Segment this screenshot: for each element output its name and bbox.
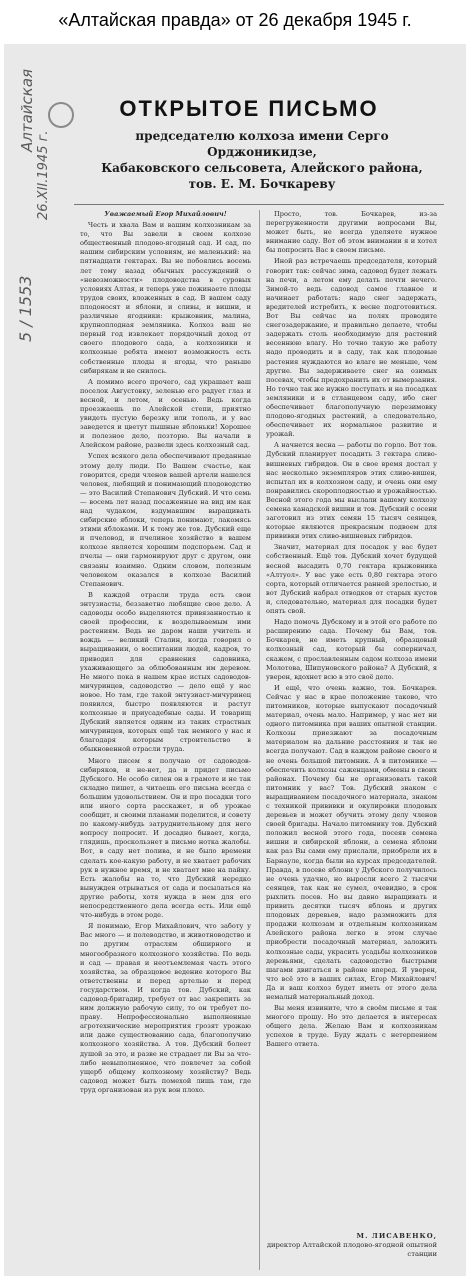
salutation: Уважаемый Егор Михайлович! — [104, 210, 227, 218]
page-caption: «Алтайская правда» от 26 декабря 1945 г. — [58, 9, 412, 30]
headline-rule — [74, 204, 444, 205]
paragraph: Надо помочь Дубскому и в этой его работе по расширению сада. Почему бы Вам, тов. Бочкарев, не иметь крупный, образцовый колхозный сад, который бы соперничал, скажем, с прославленным садом колхоза имени Молотова, Шипуновского района? А Дубский, я уверен, вдохнет всю в это своё дело. — [266, 618, 437, 681]
subhead-line: Кабаковского сельсовета, Алейского района, — [101, 161, 423, 175]
signature-name: М. ЛИСАВЕНКО, — [356, 1232, 437, 1240]
handwritten-note: Алтайская — [18, 68, 36, 152]
paragraph: Честь и хвала Вам и вашим колхозникам за то, что Вы завели в своем колхозе общественный плодово-ягодный сад. И сад, по нашим сибирским условиям, не маленький: на пятнадцати гектарах. Вы не побоялись восемь лет тому назад обычных рассуждений о «невозможности» плодоводства в суровых условиях Алтая, и теперь уже пожинаете плоды трудов своих, вложенных в сад. В вашем саду плодоносят и яблони, и сливы, и вишни, и различные ягодники: крыжовник, малина, крупноплодная земляника. Колхоз ваш не первый год извлекает порядочный доход от своего плодового сада, а колхозники и колхозные ребята имеют возможность есть собственные плоды и ягоды, что раньше сибирякам и не снилось. — [80, 221, 251, 375]
article-subhead — [82, 128, 442, 192]
paragraph: Значит, материал для посадок у вас будет собственный. Ещё тов. Дубский хочет будущей весной высадить 0,70 гектара крыжовника «Алтуол». У вас уже есть 0,80 гектара этого сорта, который отличается ранней зрелостью, и вот Дубский набрал отводков от старых кустов и, следовательно, материал для посадки будет опять свой. — [266, 543, 437, 616]
paragraph: Просто, тов. Бочкарев, из-за перегруженности другими вопросами Вы, может быть, не всегда уделяете нужное внимание саду. Вот об этом внимании я и хотел бы попросить Вас в своем письме. — [266, 210, 437, 255]
column-divider — [259, 210, 260, 1270]
paragraph: В каждой отрасли труда есть свои энтузиасты, беззаветно любящие свое дело. А садоводы особо выделяются привязанностью к своей профессии, к возделываемым ими растениям. Ведь не даром наши учитель и вождь — великий Сталин, когда говорил о выращивании, о воспитании людей, кадров, то приводил для сравнения садовника, ухаживающего за облюбованным им деревом. Не много пока в нашем крае истых садоводов-мичуринцев, садоводство — дело ещё у нас новое. Но там, где такой энтузиаст-мичуринец появился, быстро появляются и растут колхозные и приусадебные сады. И товарищ Дубский является одним из таких страстных мичуринцев, которых ещё так немного у нас и благодаря которым строительство в обыкновенной отрасли труда. — [80, 590, 251, 754]
paragraph: Успех всякого дела обеспечивают преданные этому делу люди. По Вашем счастье, как говорится, среди членов вашей артели нашелся человек, любящий и понимающий плодоводство — это Василий Степанович Дубский. И что семь — восемь лет назад посаженные на вид им как над чудаком, вздумавшим выращивать сибирские яблоки, теперь понимают, лакомясь этими яблоками. И к тому же тов. Дубский еще и пчеловод, и пчелиное хозяйство в вашем колхозе является хорошим подспорьем. Сад и пчелы — они гармонируют друг с другом, они связаны взаимно. Одним словом, полезным человеком оказался в колхозе Василий Степанович. — [80, 452, 251, 588]
paragraph: Вы меня извините, что в своём письме я так многого прошу. Но это делается в интересах общего дела. Желаю Вам и колхозникам успехов в труде. Буду ждать с нетерпением Вашего ответа. — [266, 1004, 437, 1049]
newspaper-clipping — [4, 44, 466, 1276]
handwritten-note: 26.XII.1945 г. — [36, 130, 51, 220]
paragraph: И ещё, что очень важно, тов. Бочкарев. Сейчас у нас в крае положение таково, что питомников, которые выпускают посадочный материал, очень мало. Например, у нас нет ни одного питомника при ваших опытной станции. Колхозы приезжают за посадочным материалом на дальние расстояния и так не всегда получают. Сад в каждом районе своего и не очень большой питомник. А в питомнике — обеспечить колхозы саженцами, обмены в своих районах. Почему бы не организовать такой питомник у вас? Тов. Дубский знаком с выращиванием посадочного материала, знаком с техникой прививки и окулировки плодовых деревьев и может обучить этому делу членов своей бригады. Начало питомнику тов. Дубский положил весной этого года, посеяв семена вишни и сибирской яблони, а семена яблони как раз Вы сами ему прислали, приобрели их в Барнауле, когда были на курсах председателей. Правда, в посеве яблони у Дубского получилось не очень удачно, но выросли всего 2 тысячи сеянцев, так как не сумел, очевидно, в срок рыхлить посев. Но вы давно выращивать и привить десятки тысяч яблонь и других плодовых деревьев, надо размножить для продажи колхозам и отдельным колхозникам Алейского района легко в этом случае приобрести посадочный материал, заложить колхозные сады, украсить усадьбы колхозников деревьями, сделать садоводство быстрыми шагами двигаться в районе вперед. Я уверен, что всё это в ваших силах, Егор Михайлович! Да и ваш колхоз будет иметь от этого дела немалый материальный доход. — [266, 683, 437, 1001]
paragraph: Иной раз встречаешь председателя, который говорит так: сейчас зима, садовод будет лежать на печи, а летом ему делать почти нечего. Зимой-то ведь садовод самое главное и начинает работать: надо снег задержать, вредителей истребить, к весне подготовиться. Вот Вы сейчас на полях проводите снегозадержание, и правильно делаете, чтобы задержать столь необходимую для растений весеннюю влагу. Но точно такую же работу надо проводить и в саду, так как плодовые растения нуждаются во влаге не меньше, чем другие. Вы задерживаете снег на озимых посевах, чтобы предохранить их от вымерзания. Но точно так же нужно поступать и на посадках земляники и в стланцевом саду, ибо снег обеспечивает благополучную перезимовку плодово-ягодных растений, а следовательно, обеспечивает их нормальное развитие и урожай. — [266, 257, 437, 439]
signature-title: директор Алтайской плодово-ягодной опытной станции — [266, 1241, 437, 1258]
subhead-line: председателю колхоза имени Серго Орджоникидзе, — [135, 129, 389, 159]
paragraph: А помимо всего прочего, сад украшает ваш поселок Августовку, зеленью его радует глаз и весной, и летом, и осенью. Ведь когда проезжаешь по Алейской степи, приятно увидеть пустую березку или тополь, и у вас заведется и цветут пышные яблоньки! Хорошее и полезное дело, позторю. Вы начали в Алейском районе, развели здесь колхозный сад. — [80, 377, 251, 450]
article-headline: ОТКРЫТОЕ ПИСЬМО — [119, 96, 379, 121]
subhead-line: тов. Е. М. Бочкареву — [188, 177, 336, 191]
paragraph: А начнется весна — работы по горло. Вот тов. Дубский планирует посадить 3 гектара сливо-вишневых гибридов. Он в свое время достал у нас несколько экземпляров этих сливо-вишен, испытал их в колхозном саду, и очень они ему понравились скороплодностью и урожайностью. Весной этого года мы выслали вашему колхозу семена канадской вишни и тов. Дубский с осени заготовил из этих семян 15 тысяч сеянцев, которые являются прекрасным подвоем для прививки этих сливо-вишневых гибридов. — [266, 441, 437, 541]
paragraph: Я понимаю, Егор Михайлович, что заботу у Вас много — и полеводство, и животноводство и по другим отраслям обширного и многообразного колхозного хозяйства. По ведь и сад — правая и неотъемлемая часть этого хозяйства, за образцовое ведение которого Вы ответственны и перед артелью и перед государством. И когда тов. Дубский, как садовод-бригадир, требует от вас закрепить за ним должную рабочую силу, то он требует по-праву. Непрофессионально выполненные агротехнические мероприятия грозят урожаю или даже существованию сада, благополучию колхозного хозяйства. А тов. Дубский болеет душой за это, и разве не страдает ли Вы за что-либо невыполненное, что повлечет за собой ущерб общему колхозному хозяйству? Ведь садовод может быть помехой лишь там, где труд организован из рук вон плохо. — [80, 922, 251, 1094]
article-column-left — [80, 210, 251, 1250]
archive-stamp-icon — [48, 102, 74, 128]
handwritten-note: 5 / 1553 — [16, 275, 35, 342]
signature-block — [266, 1232, 437, 1259]
paragraph: Много писем я получаю от садоводов-сибиряков, и не-нет, да и придет письмо Дубского. Не особо силен он в грамоте и не так складно пишет, а читаешь его письма всегда с большим удовольствием. Он и про посадки того или иного сорта расскажет, и об урожае сообщит, и своими планами поделится, и совету по какому-нибудь затруднительному для него вопросу попросит. И досадно бывает, когда, глядишь, проскользнет в письме нотка жалобы. Вот, в саду нет полива, и не было времени сделать кое-какую работу, и не хватает рабочих рук в нужное время, и не хватает мне на пайку. Есть жалобы на то, что Дубский нередко вынужден отрываться от сада и посылаться на другие работы, хотя нужда в нем для его непосредственного дела всегда есть. Или ещё что-нибудь в этом роде. — [80, 756, 251, 920]
article-column-right — [266, 210, 437, 1250]
